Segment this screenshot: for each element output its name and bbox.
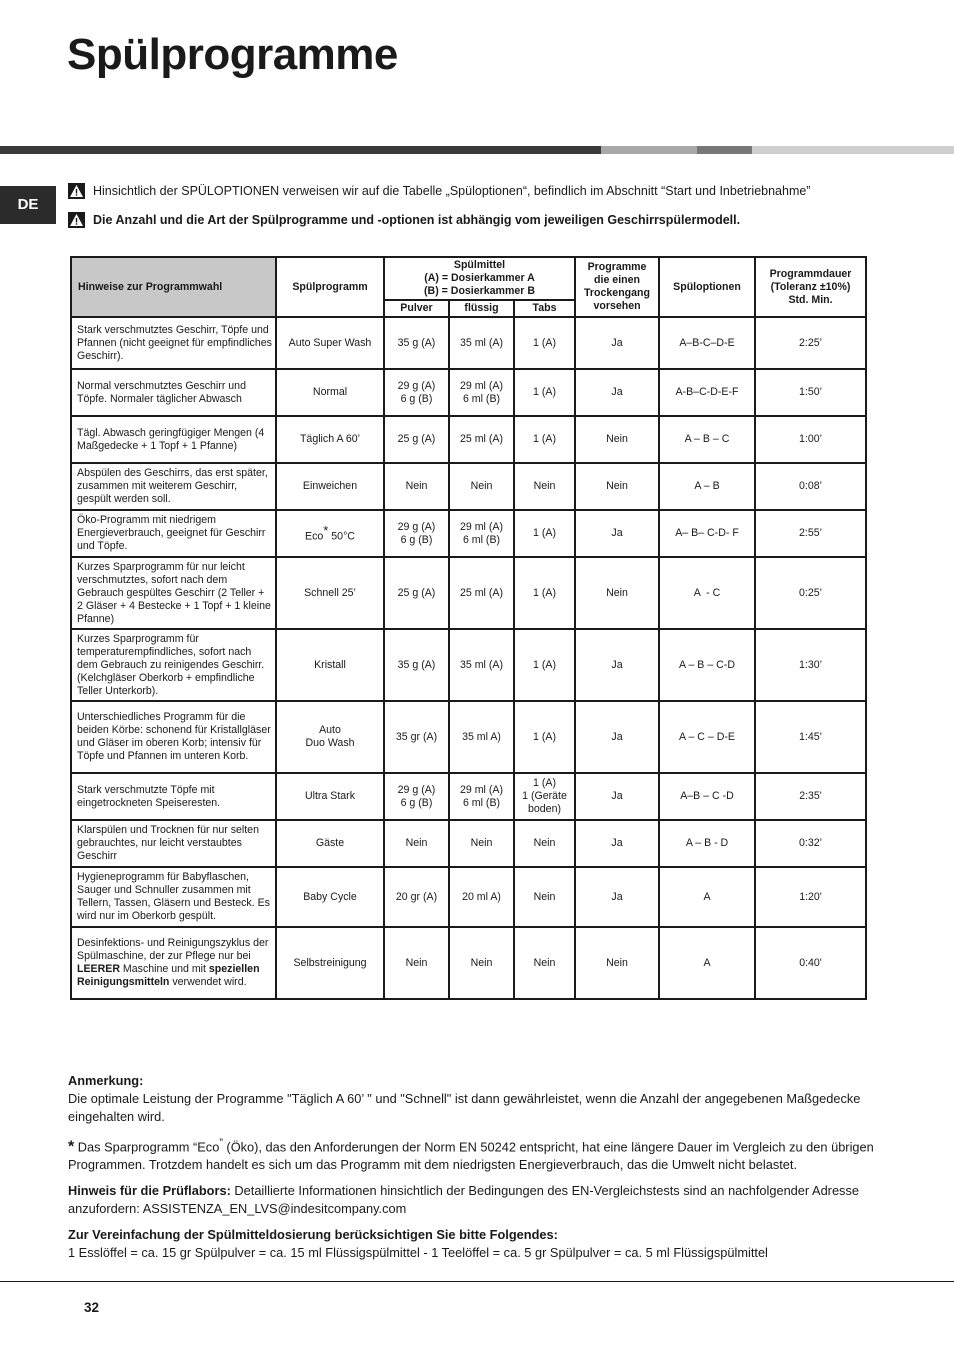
note-model [68,212,740,228]
table-row [71,463,866,510]
cell-powder: Nein [384,820,449,867]
cell-tabs: 1 (A) [514,317,575,369]
table-row [71,416,866,463]
cell-powder: 25 g (A) [384,557,449,629]
cell-drying: Ja [575,629,659,701]
cell-options: A– B– C-D- F [659,510,755,557]
cell-powder: 29 g (A) 6 g (B) [384,510,449,557]
table-row [71,867,866,927]
cell-drying: Ja [575,510,659,557]
cell-options: A [659,927,755,999]
header-program: Spülprogramm [276,257,384,317]
cell-drying: Ja [575,369,659,416]
warning-triangle-icon [68,183,85,199]
cell-drying: Ja [575,701,659,773]
cell-program: Auto Duo Wash [276,701,384,773]
cell-hint: Desinfektions- und Reinigungszyklus der Spülmaschine, der zur Pflege nur bei LEERER Maschine und mit speziellen Reinigungsmitteln verwendet wird. [71,927,276,999]
cell-liquid: 25 ml (A) [449,557,514,629]
cell-hint: Normal verschmutztes Geschirr und Töpfe. Normaler täglicher Abwasch [71,369,276,416]
cell-program: Täglich A 60’ [276,416,384,463]
cell-drying: Ja [575,773,659,820]
header-bar-mid [601,146,697,154]
header-bar-light [752,146,954,154]
cell-powder: 29 g (A) 6 g (B) [384,369,449,416]
cell-liquid: 25 ml (A) [449,416,514,463]
cell-hint: Öko-Programm mit niedrigem Energieverbrauch, geeignet für Geschirr und Töpfe. [71,510,276,557]
cell-program: Selbstreinigung [276,927,384,999]
table-row [71,510,866,557]
cell-tabs: 1 (A) [514,629,575,701]
cell-drying: Ja [575,820,659,867]
cell-powder: 25 g (A) [384,416,449,463]
header-detergent: Spülmittel (A) = Dosierkammer A (B) = Dosierkammer B [384,257,575,300]
cell-tabs: 1 (A) [514,369,575,416]
cell-liquid: 35 ml A) [449,701,514,773]
cell-duration: 0:25’ [755,557,866,629]
cell-liquid: Nein [449,927,514,999]
cell-liquid: 29 ml (A) 6 ml (B) [449,773,514,820]
cell-options: A [659,867,755,927]
note-options-text: Hinsichtlich der SPÜLOPTIONEN verweisen wir auf die Tabelle „Spüloptionen“, befindlich im Abschnitt “Start und Inbetriebnahme” [93,184,811,198]
cell-powder: 29 g (A) 6 g (B) [384,773,449,820]
remark-paragraph: Anmerkung: Die optimale Leistung der Programme "Täglich A 60’ " und "Schnell" ist dann gewährleistet, wenn die Anzahl der angegebenen Maßgedecke eingehalten wird. [68,1073,861,1124]
cell-drying: Nein [575,927,659,999]
cell-liquid: Nein [449,463,514,510]
cell-hint: Kurzes Sparprogramm für temperaturempfindliches, sofort nach dem Gebrauch zu reinigendes Geschirr. (Kelchgläser Oberkorb + empfindliche Teller Unterkorb). [71,629,276,701]
header-tabs: Tabs [514,300,575,317]
header-powder: Pulver [384,300,449,317]
cell-options: A – B - D [659,820,755,867]
header-bar-dark [0,146,601,154]
cell-options: A-B–C-D-E-F [659,369,755,416]
cell-tabs: 1 (A) [514,416,575,463]
cell-options: A – C – D-E [659,701,755,773]
cell-tabs: Nein [514,927,575,999]
table-row [71,820,866,867]
dose-paragraph: Zur Vereinfachung der Spülmitteldosierung berücksichtigen Sie bitte Folgendes: 1 Esslöffel = ca. 15 gr Spülpulver = ca. 15 ml Flüssigspülmittel - 1 Teelöffel = ca. 5 gr Spülpulver = ca. 5 ml Flüssigspülmittel [68,1227,768,1261]
cell-hint: Abspülen des Geschirrs, das erst später, zusammen mit weiterem Geschirr, gespült werden soll. [71,463,276,510]
cell-options: A – B – C-D [659,629,755,701]
cell-program: Auto Super Wash [276,317,384,369]
table-row [71,317,866,369]
cell-program: Einweichen [276,463,384,510]
cell-duration: 1:50’ [755,369,866,416]
cell-options: A – B – C [659,416,755,463]
cell-powder: 20 gr (A) [384,867,449,927]
header-options: Spüloptionen [659,257,755,317]
page-number: 32 [84,1300,100,1315]
cell-duration: 0:32’ [755,820,866,867]
cell-duration: 1:45’ [755,701,866,773]
warning-triangle-icon [68,212,85,228]
cell-duration: 0:08’ [755,463,866,510]
cell-tabs: 1 (A) [514,510,575,557]
table-row [71,369,866,416]
cell-liquid: 29 ml (A) 6 ml (B) [449,369,514,416]
cell-liquid: 35 ml (A) [449,629,514,701]
lab-paragraph: Hinweis für die Prüflabors: Detaillierte Informationen hinsichtlich der Bedingungen des EN-Vergleichstests sind an nachfolgender Adresse anzufordern: ASSISTENZA_EN_LVS@indesitcompany.com [68,1183,859,1217]
eco-star: * [68,1138,75,1156]
note-model-text: Die Anzahl und die Art der Spülprogramme und -optionen ist abhängig vom jeweiligen Geschirrspülermodell. [93,213,741,227]
header-duration: Programmdauer (Toleranz ±10%) Std. Min. [755,257,866,317]
language-tab: DE [0,186,56,224]
cell-program: Ultra Stark [276,773,384,820]
cell-hint: Kurzes Sparprogramm für nur leicht verschmutztes, sofort nach dem Gebrauch gespültes Geschirr (2 Teller + 2 Gläser + 4 Bestecke + 1 Topf + 1 kleine Pfanne) [71,557,276,629]
footer-notes [68,1072,908,1270]
eco-paragraph: * Das Sparprogramm “Eco” (Öko), das den Anforderungen der Norm EN 50242 entspricht, hat eine längere Dauer im Vergleich zu den übrigen Programmen. Trotzdem handelt es sich um das Programm mit dem niedrigsten Energieverbrauch, das die Umwelt nicht belastet. [68,1137,874,1173]
cell-drying: Nein [575,463,659,510]
cell-duration: 1:30’ [755,629,866,701]
header-bar-mid2 [697,146,752,154]
cell-liquid: 29 ml (A) 6 ml (B) [449,510,514,557]
cell-program: Eco* 50°C [276,510,384,557]
header-hint: Hinweise zur Programmwahl [71,257,276,317]
cell-tabs: 1 (A) [514,701,575,773]
cell-tabs: 1 (A) [514,557,575,629]
header-liquid: flüssig [449,300,514,317]
cell-drying: Ja [575,317,659,369]
cell-liquid: Nein [449,820,514,867]
cell-hint: Klarspülen und Trocknen für nur selten gebrauchtes, nur leicht verstaubtes Geschirr [71,820,276,867]
cell-hint: Unterschiedliches Programm für die beiden Körbe: schonend für Kristallgläser und Gläser im oberen Korb; intensiv für Töpfe und Pfannen im unteren Korb. [71,701,276,773]
cell-tabs: Nein [514,820,575,867]
table-row [71,557,866,629]
cell-tabs: Nein [514,867,575,927]
cell-drying: Nein [575,416,659,463]
footer-divider [0,1281,954,1282]
program-table [70,256,867,1000]
cell-options: A–B – C -D [659,773,755,820]
cell-program: Baby Cycle [276,867,384,927]
cell-duration: 2:25’ [755,317,866,369]
table-row [71,773,866,820]
cell-options: A–B-C–D-E [659,317,755,369]
cell-hint: Stark verschmutzte Töpfe mit eingetrockneten Speiseresten. [71,773,276,820]
cell-powder: Nein [384,927,449,999]
cell-powder: 35 gr (A) [384,701,449,773]
cell-program: Kristall [276,629,384,701]
note-options [68,183,810,199]
cell-liquid: 35 ml (A) [449,317,514,369]
cell-duration: 1:00’ [755,416,866,463]
cell-powder: Nein [384,463,449,510]
cell-drying: Nein [575,557,659,629]
cell-powder: 35 g (A) [384,317,449,369]
page-title: Spülprogramme [67,30,398,79]
header-drying: Programme die einen Trockengang vorsehen [575,257,659,317]
cell-program: Normal [276,369,384,416]
cell-hint: Hygieneprogramm für Babyflaschen, Sauger und Schnuller zusammen mit Tellern, Tassen, Gläsern und Besteck. Es wird nur im Oberkorb gespült. [71,867,276,927]
cell-program: Schnell 25’ [276,557,384,629]
cell-powder: 35 g (A) [384,629,449,701]
cell-tabs: Nein [514,463,575,510]
cell-duration: 2:55’ [755,510,866,557]
table-row [71,701,866,773]
cell-hint: Tägl. Abwasch geringfügiger Mengen (4 Maßgedecke + 1 Topf + 1 Pfanne) [71,416,276,463]
cell-liquid: 20 ml A) [449,867,514,927]
cell-options: A - C [659,557,755,629]
cell-program: Gäste [276,820,384,867]
cell-options: A – B [659,463,755,510]
cell-tabs: 1 (A) 1 (Geräte boden) [514,773,575,820]
table-row [71,629,866,701]
cell-duration: 1:20' [755,867,866,927]
eco-star: * [323,522,329,538]
cell-duration: 2:35' [755,773,866,820]
cell-duration: 0:40' [755,927,866,999]
cell-hint: Stark verschmutztes Geschirr, Töpfe und Pfannen (nicht geeignet für empfindliches Geschirr). [71,317,276,369]
table-row [71,927,866,999]
cell-drying: Ja [575,867,659,927]
